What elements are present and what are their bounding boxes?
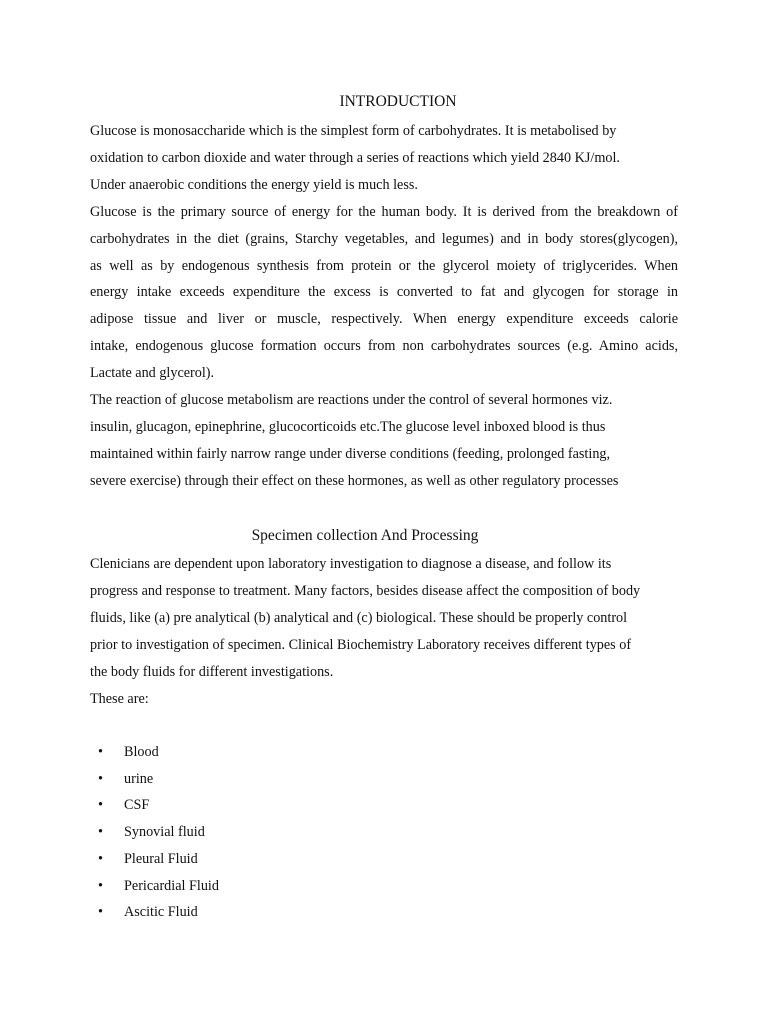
- text-line: Glucose is the primary source of energy for the human body. It is derived from the breakdown of: [90, 203, 678, 220]
- bullet-icon: •: [98, 850, 103, 867]
- text-line: insulin, glucagon, epinephrine, glucocorticoids etc.The glucose level inboxed blood is thus: [90, 418, 606, 435]
- intro-paragraph-3: [90, 387, 678, 495]
- text-line: Under anaerobic conditions the energy yield is much less.: [90, 176, 418, 193]
- list-item: [90, 846, 219, 873]
- list-item: [90, 739, 219, 766]
- bullet-icon: •: [98, 744, 103, 760]
- text-line: carbohydrates in the diet (grains, Starchy vegetables, and legumes) and in body stores(glycogen),: [90, 230, 678, 247]
- text-line: maintained within fairly narrow range under diverse conditions (feeding, prolonged fasting,: [90, 445, 611, 462]
- bullet-icon: •: [98, 824, 103, 841]
- specimen-body: [90, 551, 678, 712]
- list-item: [90, 899, 219, 926]
- list-item: [90, 819, 219, 846]
- text-line: adipose tissue and liver or muscle, respectively. When energy expenditure exceeds calorie: [90, 311, 678, 328]
- text-line: as well as by endogenous synthesis from protein or the glycerol moiety of triglycerides. When: [90, 257, 678, 274]
- text-line: Glucose is monosaccharide which is the simplest form of carbohydrates. It is metabolised by: [90, 123, 617, 139]
- list-item: [90, 873, 219, 900]
- specimen-paragraph-1: [90, 551, 678, 712]
- list-item-label: Synovial fluid: [124, 824, 205, 841]
- text-line: intake, endogenous glucose formation occurs from non carbohydrates sources (e.g. Amino acids,: [90, 338, 678, 355]
- list-item: [90, 792, 219, 819]
- introduction-body: [90, 118, 678, 495]
- text-line: These are:: [90, 690, 149, 707]
- list-item-label: Pleural Fluid: [124, 850, 198, 867]
- list-item-label: Blood: [124, 744, 159, 760]
- text-line: oxidation to carbon dioxide and water through a series of reactions which yield 2840 KJ/mol.: [90, 149, 620, 166]
- bullet-icon: •: [98, 797, 103, 814]
- intro-paragraph-1: [90, 118, 678, 199]
- text-line: Lactate and glycerol).: [90, 365, 215, 382]
- bullet-icon: •: [98, 770, 103, 787]
- text-line: The reaction of glucose metabolism are reactions under the control of several hormones viz.: [90, 392, 613, 409]
- body-fluids-list: [90, 739, 219, 926]
- list-item: [90, 766, 219, 793]
- text-line: prior to investigation of specimen. Clinical Biochemistry Laboratory receives different types of: [90, 636, 632, 653]
- bullet-icon: •: [98, 877, 103, 894]
- list-item-label: urine: [124, 770, 154, 787]
- text-line: fluids, like (a) pre analytical (b) analytical and (c) biological. These should be properly control: [90, 609, 628, 626]
- bullet-icon: •: [98, 904, 103, 921]
- text-line: energy intake exceeds expenditure the excess is converted to fat and glycogen for storage in: [90, 284, 678, 301]
- list-item-label: CSF: [124, 797, 150, 814]
- text-line: progress and response to treatment. Many factors, besides disease affect the composition of body: [90, 582, 641, 599]
- text-line: severe exercise) through their effect on these hormones, as well as other regulatory processes: [90, 472, 619, 489]
- list-item-label: Pericardial Fluid: [124, 877, 219, 894]
- text-line: Clenicians are dependent upon laboratory investigation to diagnose a disease, and follow its: [90, 556, 612, 572]
- text-line: the body fluids for different investigations.: [90, 663, 334, 680]
- list-item-label: Ascitic Fluid: [124, 904, 198, 921]
- specimen-heading: Specimen collection And Processing: [251, 527, 479, 544]
- intro-paragraph-2: [90, 199, 678, 387]
- introduction-heading: INTRODUCTION: [339, 93, 457, 110]
